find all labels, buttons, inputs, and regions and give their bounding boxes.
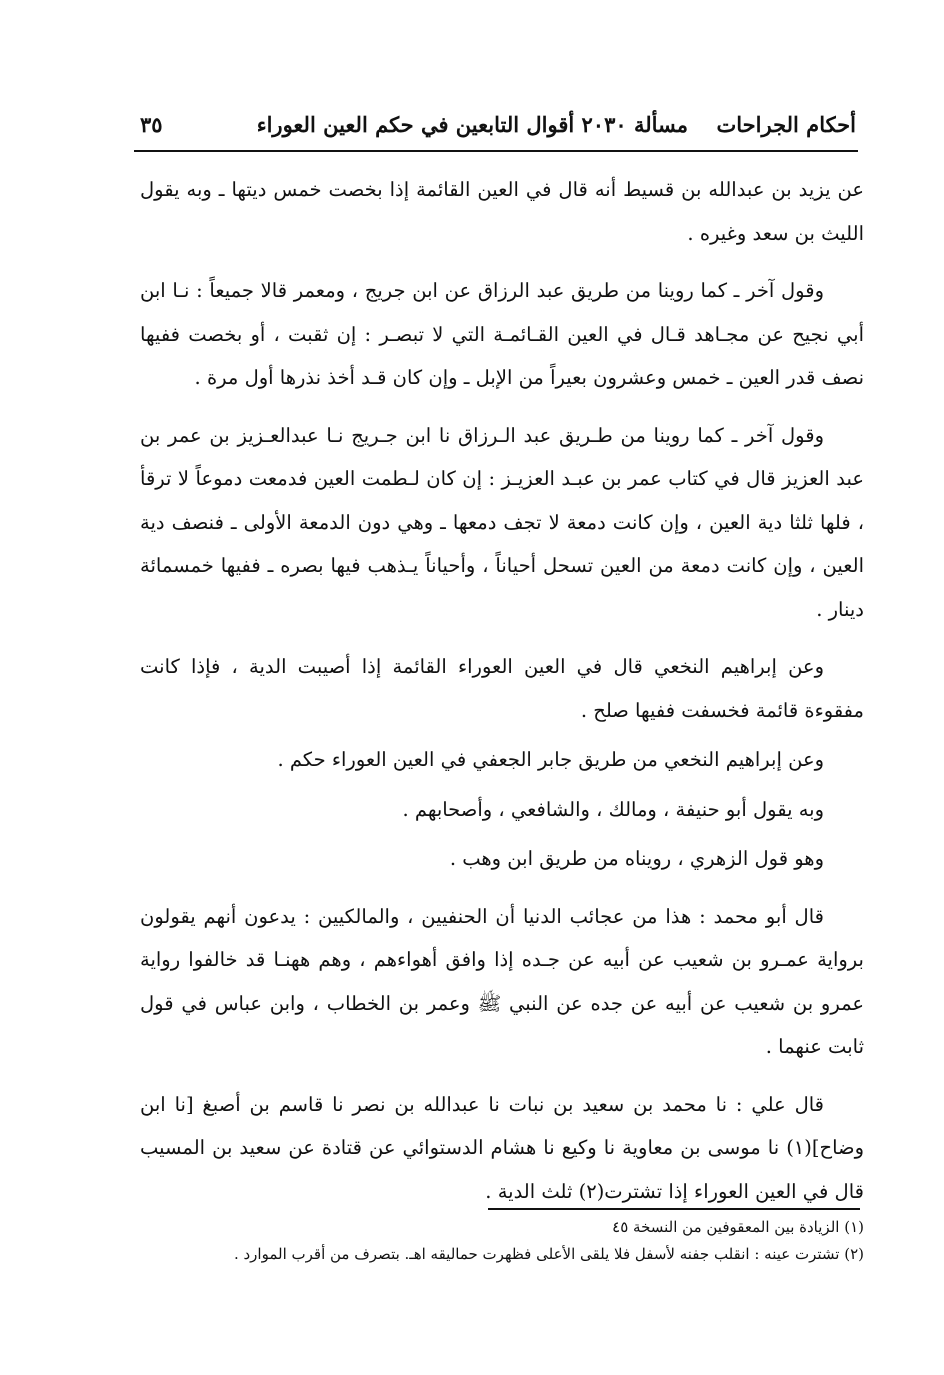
paragraph: وبه يقول أبو حنيفة ، ومالك ، والشافعي ، وأصحابهم . <box>402 797 824 821</box>
footnotes <box>150 1214 864 1268</box>
paragraph: قال أبو محمد : هذا من عجائب الدنيا أن الحنفيين ، والمالكيين : يدعون أنهم يقولون برواية عمـرو بن شعيب عن أبيه عن جـده إذا وافق أهواءهم ، وهم ههنـا قد خالفوا رواية عمرو بن شعيب عن أبيه عن جده عن النبي ﷺ وعمر بن الخطاب ، وابن عباس في قول ثابت عنهما . <box>140 904 864 1058</box>
paragraph: وعن إبراهيم النخعي من طريق جابر الجعفي في العين العوراء حكم . <box>277 748 824 771</box>
paragraph: عن يزيد بن عبدالله بن قسيط أنه قال في العين القائمة إذا بخصت خمس ديتها ـ وبه يقول الليث بن سعد وغيره . <box>140 178 864 245</box>
paragraph: قال علي : نا محمد بن سعيد بن نبات نا عبدالله بن نصر نا قاسم بن أصبغ [نا ابن وضاح](١) نا موسى بن معاوية نا وكيع نا هشام الدستوائي عن قتادة عن سعيد بن المسيب قال في العين العوراء إذا تشترت(٢) ثلث الدية . <box>140 1092 864 1203</box>
page-header <box>134 108 856 148</box>
book-title: أحكام الجراحات <box>716 112 856 137</box>
footnote-divider <box>488 1208 860 1210</box>
chapter-topic: مسألة ٢٠٣٠ أقوال التابعين في حكم العين العوراء <box>256 112 688 137</box>
paragraph: وقول آخر ـ كما روينا من طريق عبد الرزاق عن ابن جريج ، ومعمر قالا جميعاً : نـا ابن أبي نجيح عن مجـاهد قـال في العين القـائمـة التي لا تبصـر : إن ثقبت ، أو بخصت ففيها نصف قدر العين ـ خمس وعشرون بعيراً من الإبل ـ وإن كان قـد أخذ نذرها أول مرة . <box>140 279 864 389</box>
page-number: ٣٥ <box>140 112 163 137</box>
footnote: (١) الزيادة بين المعقوفين من النسخة ٤٥ <box>612 1218 864 1236</box>
paragraph: وهو قول الزهري ، رويناه من طريق ابن وهب . <box>449 847 824 870</box>
paragraph: وعن إبراهيم النخعي قال في العين العوراء القائمة إذا أصيبت الدية ، فإذا كانت مفقوءة قائمة فخسفت ففيها صلح . <box>140 655 864 722</box>
page-body <box>140 168 864 1227</box>
header-divider <box>134 150 858 152</box>
footnote: (٢) تشترت عينه : انقلب جفنه لأسفل فلا يلقى الأعلى فظهرت حماليقه اهـ. بتصرف من أقرب الموارد . <box>233 1245 864 1263</box>
paragraph: وقول آخر ـ كما روينا من طـريق عبد الـرزاق نا ابن جـريج نـا عبدالعـزيز بن عمر بن عبد العزيز قال في كتاب عمر بن عبـد العزيـز : إن كان لـطمت العين فدمعت دموعاً لا ترقأ ، فلها ثلثا دية العين ، وإن كانت دمعة لا تجف دمعها ـ وهي دون الدمعة الأولى ـ فنصف دية العين ، وإن كانت دمعة من العين تسحل أحياناً ، وأحياناً يـذهب فيها بصره ـ ففيها خمسمائة دينار . <box>140 423 864 621</box>
